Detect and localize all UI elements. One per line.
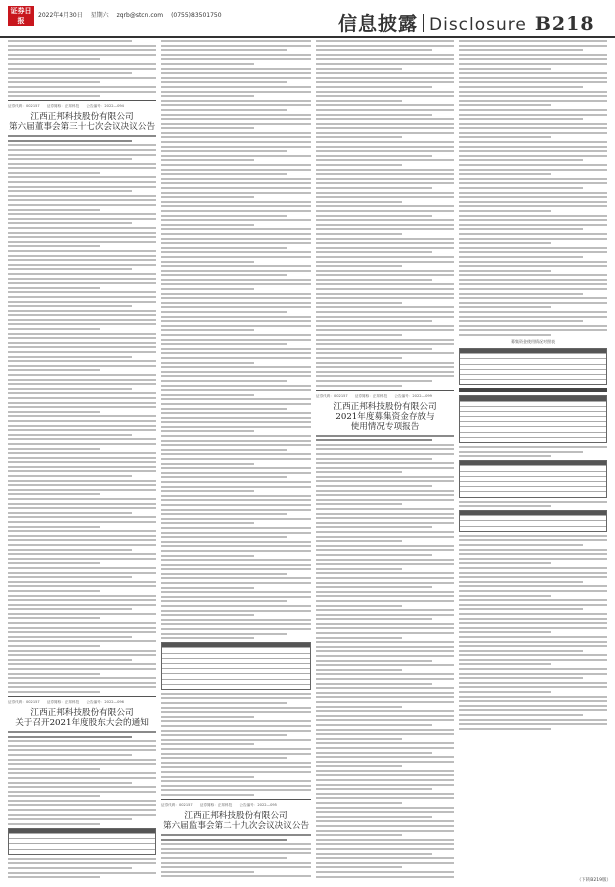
section-title-cn: 信息披露 bbox=[338, 13, 419, 35]
column-3 bbox=[316, 40, 454, 878]
supervisory-meeting-company: 江西正邦科技股份有限公司 bbox=[184, 810, 288, 821]
funds-report-codes: 证券代码：002157 证券简称：正邦科技 公告编号：2022—099 bbox=[316, 393, 432, 398]
contact-email: zqrb@stcn.com bbox=[116, 12, 164, 19]
funds-usage-table-3 bbox=[459, 460, 607, 497]
board-meeting-company: 江西正邦科技股份有限公司 bbox=[30, 112, 134, 123]
column-2 bbox=[161, 40, 311, 878]
shareholder-meeting-heading bbox=[8, 708, 156, 728]
contact-phone: (0755)83501750 bbox=[171, 12, 222, 19]
board-meeting-heading bbox=[8, 112, 156, 132]
shareholder-meeting-codes: 证券代码：002157 证券简称：正邦科技 公告编号：2022—096 bbox=[8, 699, 124, 704]
column-4 bbox=[459, 40, 607, 878]
shareholder-meeting-company: 江西正邦科技股份有限公司 bbox=[30, 707, 134, 718]
shareholder-meeting-title: 关于召开2021年度股东大会的通知 bbox=[15, 717, 149, 728]
board-meeting-codes: 证券代码：002157 证券简称：正邦科技 公告编号：2022—094 bbox=[8, 104, 124, 109]
masthead bbox=[0, 0, 615, 38]
funds-usage-table-4 bbox=[459, 510, 607, 532]
voting-table bbox=[161, 642, 311, 690]
column-1 bbox=[8, 40, 156, 878]
funds-usage-table-2 bbox=[459, 395, 607, 443]
dateline bbox=[38, 10, 228, 19]
issue-date: 2022年4月30日 bbox=[38, 12, 83, 19]
supervisory-meeting-heading bbox=[161, 811, 311, 831]
newspaper-logo: 证券日报 bbox=[8, 6, 34, 26]
funds-report-company: 江西正邦科技股份有限公司 bbox=[333, 401, 437, 412]
section-header bbox=[338, 9, 595, 36]
supervisory-meeting-codes: 证券代码：002157 证券简称：正邦科技 公告编号：2022—095 bbox=[161, 802, 277, 807]
supervisory-meeting-title: 第六届监事会第二十九次会议决议公告 bbox=[162, 820, 310, 831]
continued-note: （下转B219版） bbox=[576, 878, 611, 883]
funds-report-title-line2: 使用情况专项报告 bbox=[350, 421, 420, 432]
board-meeting-title: 第六届董事会第三十七次会议决议公告 bbox=[8, 122, 156, 133]
page-number: B218 bbox=[534, 13, 595, 35]
section-title-en: Disclosure bbox=[429, 15, 527, 35]
funds-usage-table-1 bbox=[459, 348, 607, 385]
funds-report-heading bbox=[316, 402, 454, 432]
issue-weekday: 星期六 bbox=[90, 12, 109, 19]
section-divider bbox=[423, 14, 424, 32]
funds-report-title-line1: 2021年度募集资金存放与 bbox=[335, 411, 435, 422]
proposal-table bbox=[8, 828, 156, 855]
funds-table-caption: 募集资金使用情况对照表 bbox=[511, 339, 555, 344]
